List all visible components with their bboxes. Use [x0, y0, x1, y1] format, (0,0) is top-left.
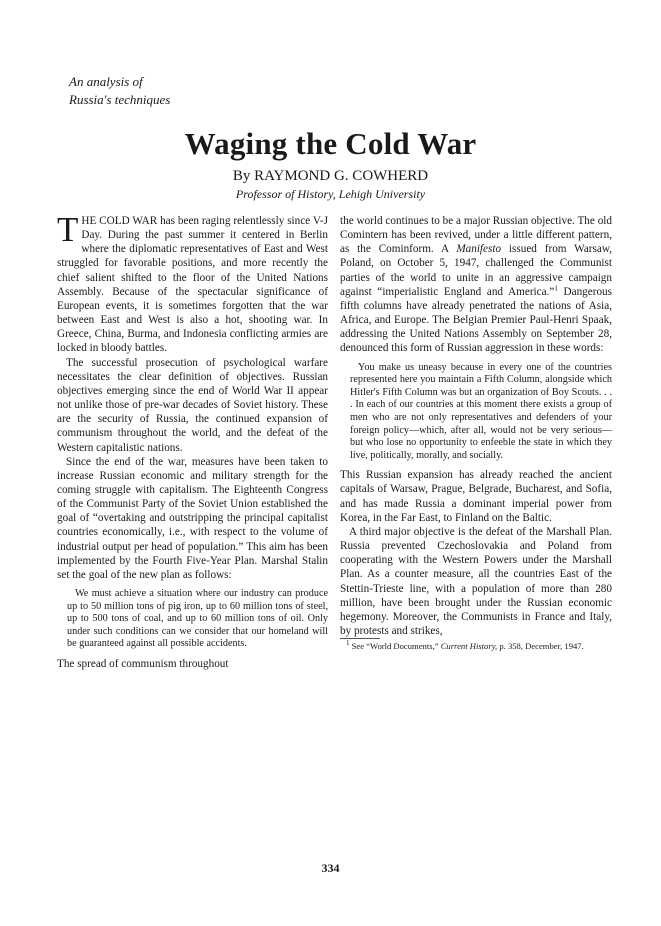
- paragraph-5-part-b: issued from Warsaw, Poland, on October 5, 1947, challenged the Communist parties of the world to unite in an aggressive campaign against “imperialistic England and America.”: [340, 243, 612, 298]
- paragraph-5-part-c: Dangerous fifth columns have already penetrated the nations of Asia, Africa, and Europe. The Belgian Premier Paul-Henri Spaak, addressing the United Nations Assembly on September 28, denounced this form of Russian aggression in these words:: [340, 285, 612, 355]
- paragraph-5-part-a: the world continues to be a major Russian objective. The old Comintern has been revived, under a little different pattern, as the Cominform. A: [340, 215, 612, 256]
- right-column: [340, 214, 612, 652]
- footnote-part-b: p. 358, December, 1947.: [497, 641, 584, 652]
- author-affiliation: Professor of History, Lehigh University: [235, 187, 426, 201]
- paragraph-7: A third major objective is the defeat of the Marshall Plan. Russia prevented Czechoslovakia and Poland from cooperating with the Western Powers under the Marshall Plan. As a counter measure, all the countries East of the Stettin-Trieste line, with a population of more than 280 million, have been brought under the Russian economic hegemony. Moreover, the Communists in France and Italy, by protests and strikes,: [340, 525, 612, 638]
- footnote-marker: 1: [554, 284, 558, 293]
- footnote: [340, 641, 612, 652]
- paragraph-3: Since the end of the war, measures have been taken to increase Russian economic and military strength for the coming struggle with capitalism. The Eighteenth Congress of the Communist Party of the Soviet Union established the goal of “overtaking and outstripping the principal capitalist countries economically, i.e., with respect to the volume of industrial output per head of population.” This aim has been implemented by the Fourth Five-Year Plan. Marshal Stalin set the goal of the new plan as follows:: [57, 455, 328, 581]
- footnote-italic: Current History,: [440, 641, 498, 652]
- paragraph-2: The successful prosecution of psychological warfare necessitates the clear definition of objectives. Russian objectives emerging since the end of World War II appear not unlike those of pre-war decades of Soviet history. These are the security of Russia, the continued expansion of communism throughout the world, and the defeat of the Western capitalistic nations.: [57, 356, 328, 454]
- byline: By RAYMOND G. COWHERD: [232, 168, 429, 184]
- paragraph-6: This Russian expansion has already reached the ancient capitals of Warsaw, Prague, Belgrade, Bucharest, and Sofia, and has made Russia a dominant imperial power from Korea, in the Far East, to Finland on the Baltic.: [340, 469, 612, 524]
- kicker: [69, 73, 170, 109]
- kicker-line-1: An analysis of: [69, 74, 143, 89]
- left-column: [57, 210, 329, 671]
- article-title: Waging the Cold War: [184, 126, 477, 161]
- paragraph-1: [57, 210, 329, 356]
- stalin-quote: We must achieve a situation where our industry can produce up to 50 million tons of pig iron, up to 60 million tons of steel, up to 500 tons of coal, and up to 60 million tons of oil. Only under such conditions can we consider that our homeland will be guaranteed against all possible accidents.: [67, 588, 328, 650]
- paragraph-5: [340, 214, 612, 356]
- paragraph-1-text: has been raging relentlessly since V-J Day. During the past summer it centered in Berlin where the diplomatic representatives of East and West struggled for favorable positions, and more recently the chief salient shifted to the floor of the United Nations Assembly. Because of the spectacular significance of European events, it is sometimes forgotten that the war between East and West is also a hot, shooting war. In Greece, China, Burma, and Indonesia conflicting armies are locked in bloody battles.: [57, 215, 329, 355]
- drop-cap: T: [57, 210, 79, 249]
- page-number: 334: [321, 861, 340, 875]
- footnote-number: 1: [346, 639, 350, 648]
- lead-in: HE COLD WAR: [81, 215, 158, 227]
- footnote-part-a: See “World Documents,”: [349, 641, 441, 652]
- manifesto-italic: Manifesto: [456, 243, 502, 256]
- kicker-line-2: Russia's techniques: [69, 92, 171, 107]
- spaak-quote: You make us uneasy because in every one of the countries represented here you maintain a Fifth Column, alongside which Hitler's Fifth Column was but an organization of Boy Scouts. . . . In each of our countries at this moment there exists a group of men who are not only representatives and defenders of your foreign policy—which, after all, would not be very serious—but who lose no opportunity to enfeeble the state in which they live, politically, morally, and socially.: [350, 361, 612, 461]
- paragraph-4: The spread of communism throughout: [57, 658, 229, 671]
